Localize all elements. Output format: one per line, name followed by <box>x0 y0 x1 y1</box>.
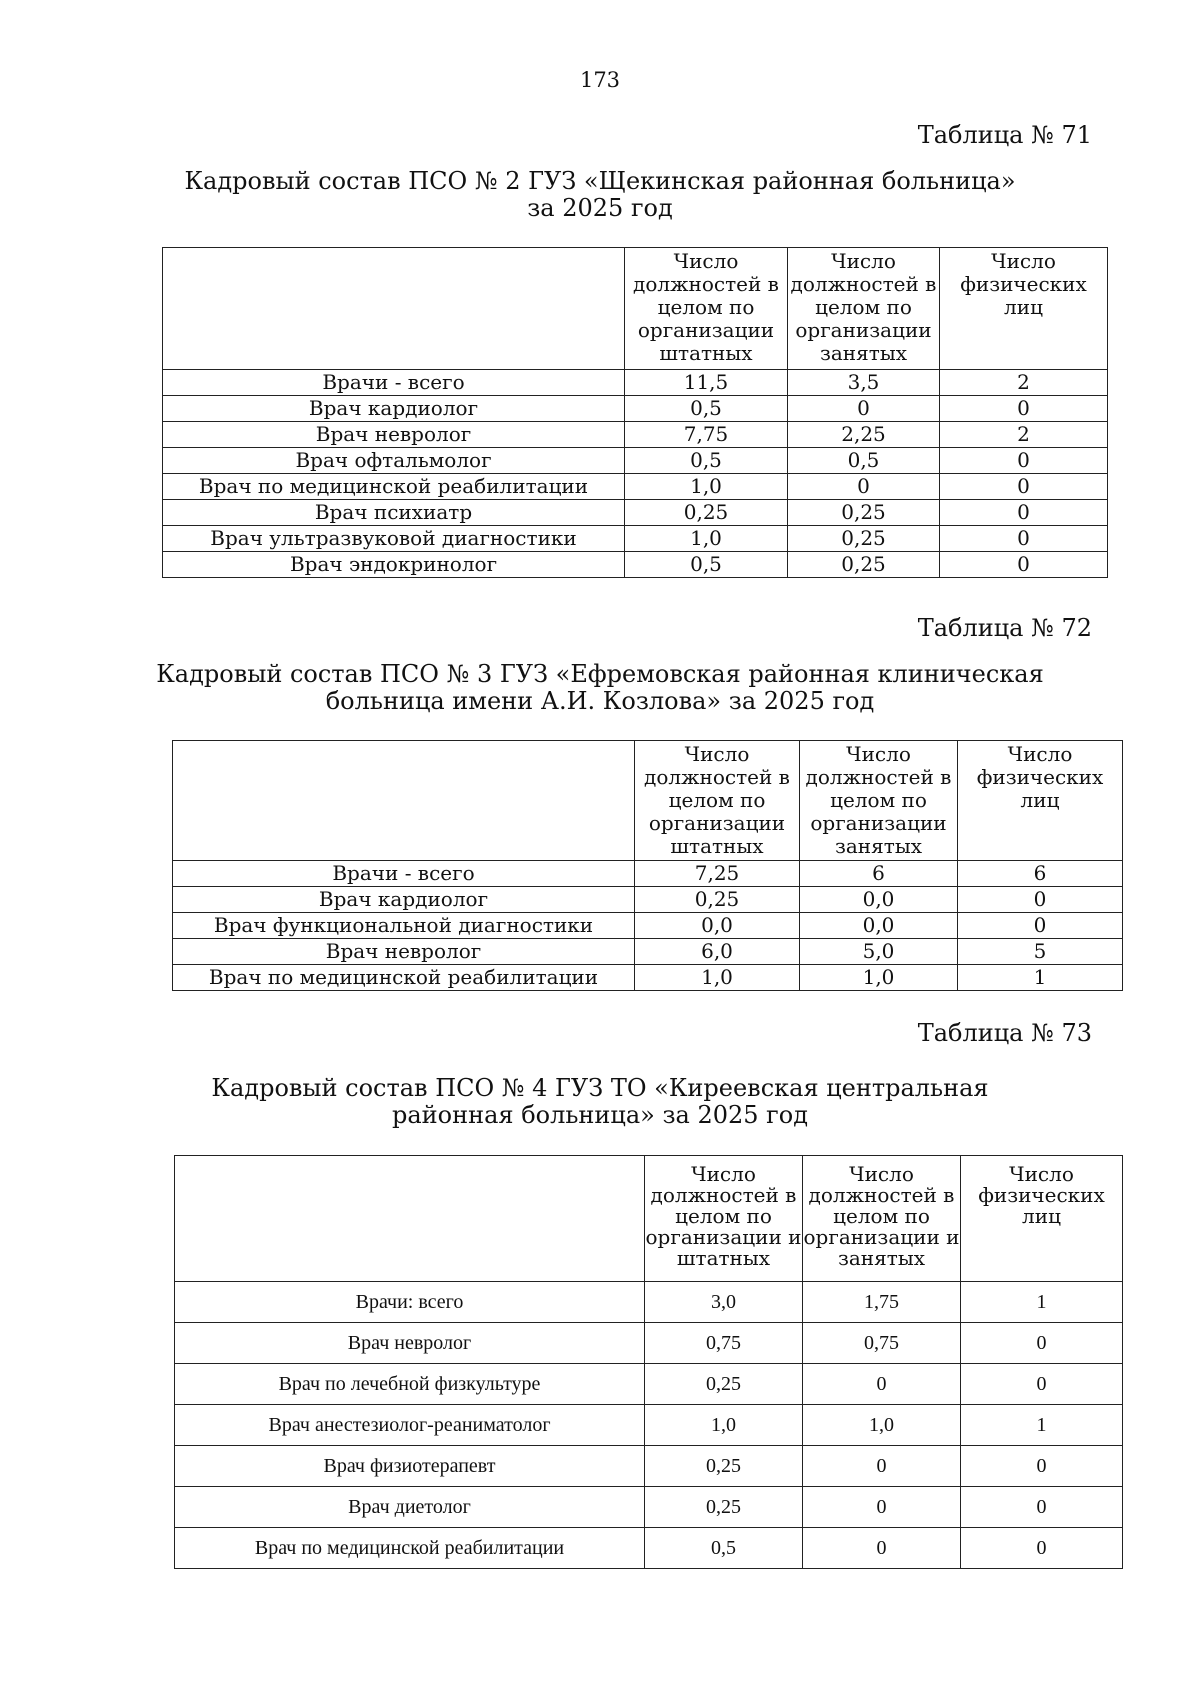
cell-position: Врачи - всего <box>173 861 635 887</box>
cell-staff: 0,5 <box>645 1528 803 1569</box>
cell-individuals: 0 <box>958 887 1123 913</box>
cell-individuals: 2 <box>940 422 1108 448</box>
table-row <box>175 1446 1123 1487</box>
table-label: Таблица № 73 <box>917 1019 1092 1047</box>
table-row <box>175 1323 1123 1364</box>
cell-position: Врачи: всего <box>175 1282 645 1323</box>
table-title-line: больница имени А.И. Козлова» за 2025 год <box>325 687 875 715</box>
cell-occupied: 0 <box>803 1446 961 1487</box>
cell-individuals: 1 <box>961 1282 1123 1323</box>
cell-occupied: 1,75 <box>803 1282 961 1323</box>
table-title-line: за 2025 год <box>527 194 673 222</box>
column-header-individuals: Число физических лиц <box>961 1156 1123 1282</box>
cell-position: Врачи - всего <box>163 370 625 396</box>
cell-position: Врач анестезиолог-реаниматолог <box>175 1405 645 1446</box>
cell-position: Врач по медицинской реабилитации <box>175 1528 645 1569</box>
staff-table <box>172 740 1123 991</box>
table-row <box>163 396 1108 422</box>
cell-position: Врач по медицинской реабилитации <box>173 965 635 991</box>
column-header-position <box>175 1156 645 1282</box>
table-row <box>173 965 1123 991</box>
cell-occupied: 6 <box>800 861 958 887</box>
cell-staff: 0,25 <box>645 1364 803 1405</box>
cell-occupied: 5,0 <box>800 939 958 965</box>
table-row <box>175 1282 1123 1323</box>
table-row <box>175 1405 1123 1446</box>
cell-staff: 0,0 <box>635 913 800 939</box>
column-header-individuals: Число физических лиц <box>958 741 1123 861</box>
cell-individuals: 0 <box>940 500 1108 526</box>
cell-position: Врач кардиолог <box>163 396 625 422</box>
table-row <box>175 1487 1123 1528</box>
staff-table <box>162 247 1108 578</box>
cell-staff: 11,5 <box>625 370 788 396</box>
cell-occupied: 0,0 <box>800 887 958 913</box>
table-label: Таблица № 72 <box>917 614 1092 642</box>
cell-individuals: 0 <box>958 913 1123 939</box>
cell-position: Врач кардиолог <box>173 887 635 913</box>
cell-occupied: 0 <box>788 474 940 500</box>
cell-position: Врач эндокринолог <box>163 552 625 578</box>
cell-staff: 0,25 <box>645 1487 803 1528</box>
cell-occupied: 0 <box>803 1487 961 1528</box>
cell-staff: 1,0 <box>625 526 788 552</box>
table-row <box>173 861 1123 887</box>
column-header-position <box>163 248 625 370</box>
staff-table <box>174 1155 1123 1569</box>
table-title-line: Кадровый состав ПСО № 2 ГУЗ «Щекинская районная больница» <box>184 167 1016 195</box>
column-header-occupied-positions: Число должностей в целом по организации занятых <box>800 741 958 861</box>
cell-occupied: 0,75 <box>803 1323 961 1364</box>
cell-individuals: 0 <box>961 1323 1123 1364</box>
cell-individuals: 1 <box>958 965 1123 991</box>
cell-occupied: 1,0 <box>803 1405 961 1446</box>
table-row <box>173 939 1123 965</box>
table-row <box>175 1364 1123 1405</box>
cell-staff: 1,0 <box>645 1405 803 1446</box>
cell-position: Врач по лечебной физкультуре <box>175 1364 645 1405</box>
cell-individuals: 0 <box>961 1364 1123 1405</box>
cell-position: Врач невролог <box>173 939 635 965</box>
column-header-occupied-positions: Число должностей в целом по организации занятых <box>788 248 940 370</box>
cell-individuals: 2 <box>940 370 1108 396</box>
cell-occupied: 0,25 <box>788 552 940 578</box>
cell-occupied: 0 <box>803 1364 961 1405</box>
cell-staff: 6,0 <box>635 939 800 965</box>
cell-position: Врач невролог <box>163 422 625 448</box>
cell-occupied: 0,25 <box>788 500 940 526</box>
cell-position: Врач функциональной диагностики <box>173 913 635 939</box>
cell-staff: 1,0 <box>635 965 800 991</box>
table-row <box>163 500 1108 526</box>
cell-staff: 0,5 <box>625 448 788 474</box>
table-row <box>173 887 1123 913</box>
table-title <box>150 1075 1050 1129</box>
table-row <box>163 448 1108 474</box>
cell-individuals: 0 <box>961 1487 1123 1528</box>
cell-individuals: 0 <box>961 1528 1123 1569</box>
cell-occupied: 2,25 <box>788 422 940 448</box>
table-row <box>163 422 1108 448</box>
column-header-staff-positions: Число должностей в целом по организации и штатных <box>645 1156 803 1282</box>
cell-occupied: 0,5 <box>788 448 940 474</box>
table-row <box>163 552 1108 578</box>
table-row <box>163 474 1108 500</box>
cell-staff: 0,5 <box>625 396 788 422</box>
cell-occupied: 0,0 <box>800 913 958 939</box>
cell-individuals: 0 <box>940 396 1108 422</box>
column-header-position <box>173 741 635 861</box>
cell-individuals: 6 <box>958 861 1123 887</box>
cell-occupied: 3,5 <box>788 370 940 396</box>
cell-individuals: 1 <box>961 1405 1123 1446</box>
table-row <box>163 370 1108 396</box>
page-number: 173 <box>579 68 621 92</box>
cell-staff: 7,25 <box>635 861 800 887</box>
cell-position: Врач невролог <box>175 1323 645 1364</box>
cell-individuals: 0 <box>940 526 1108 552</box>
cell-position: Врач ультразвуковой диагностики <box>163 526 625 552</box>
cell-staff: 0,25 <box>625 500 788 526</box>
column-header-staff-positions: Число должностей в целом по организации штатных <box>635 741 800 861</box>
column-header-staff-positions: Число должностей в целом по организации штатных <box>625 248 788 370</box>
table-row <box>173 913 1123 939</box>
cell-staff: 1,0 <box>625 474 788 500</box>
column-header-individuals: Число физических лиц <box>940 248 1108 370</box>
table-row <box>163 526 1108 552</box>
cell-individuals: 5 <box>958 939 1123 965</box>
column-header-occupied-positions: Число должностей в целом по организации и занятых <box>803 1156 961 1282</box>
cell-position: Врач физиотерапевт <box>175 1446 645 1487</box>
cell-staff: 0,25 <box>635 887 800 913</box>
cell-occupied: 0 <box>788 396 940 422</box>
cell-staff: 7,75 <box>625 422 788 448</box>
table-title-line: Кадровый состав ПСО № 4 ГУЗ ТО «Киреевская центральная <box>211 1074 989 1102</box>
cell-occupied: 0 <box>803 1528 961 1569</box>
cell-individuals: 0 <box>940 552 1108 578</box>
cell-position: Врач по медицинской реабилитации <box>163 474 625 500</box>
table-row <box>175 1528 1123 1569</box>
table-title-line: районная больница» за 2025 год <box>392 1101 808 1129</box>
cell-individuals: 0 <box>940 448 1108 474</box>
table-title <box>150 661 1050 715</box>
cell-individuals: 0 <box>961 1446 1123 1487</box>
cell-occupied: 1,0 <box>800 965 958 991</box>
cell-occupied: 0,25 <box>788 526 940 552</box>
table-title-line: Кадровый состав ПСО № 3 ГУЗ «Ефремовская районная клиническая <box>156 660 1044 688</box>
cell-staff: 0,25 <box>645 1446 803 1487</box>
cell-staff: 0,75 <box>645 1323 803 1364</box>
cell-position: Врач диетолог <box>175 1487 645 1528</box>
cell-position: Врач психиатр <box>163 500 625 526</box>
cell-staff: 0,5 <box>625 552 788 578</box>
cell-individuals: 0 <box>940 474 1108 500</box>
table-title <box>150 168 1050 222</box>
cell-staff: 3,0 <box>645 1282 803 1323</box>
table-label: Таблица № 71 <box>917 121 1092 149</box>
cell-position: Врач офтальмолог <box>163 448 625 474</box>
